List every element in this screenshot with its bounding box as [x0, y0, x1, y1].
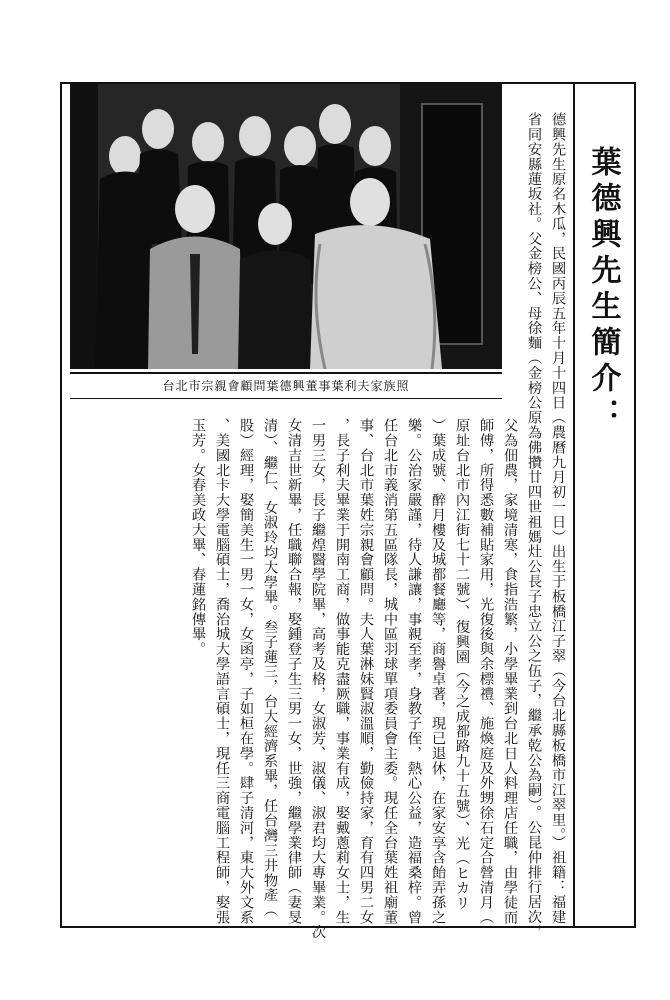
text-column-3: 父為佃農，家境清寒，食指浩繁，小學畢業到台北日人料理店任職，由學徒而	[502, 418, 518, 925]
text-column-2: 省同安縣蓮坂社。父金榜公、母徐麵（金榜公原為佛攢廿四世祖媽灶公長子忠立公之伍子，繼承乾公為嗣）。公昆仲排行居次，	[526, 112, 542, 940]
text-column-15: 、美國北卡大學電腦碩士，喬治城大學語言碩士，現任三商電腦工程師，娶張	[214, 418, 230, 925]
text-column-12: 女清吉世新畢，任職聯合報，娶鍾登子生三男一女，世強，繼學業律師（妻旻	[286, 418, 302, 925]
title-column	[573, 84, 634, 926]
page-title: 葉德興先生簡介：	[585, 146, 621, 434]
text-column-10: ，長子利夫畢業于開南工商，做事能克盡厥職，事業有成，娶戴蔥莉女士，生	[334, 418, 350, 925]
text-column-1: 德興先生原名木瓜，民國丙辰五年十月十四日（農曆九月初一日）出生于板橋江子翠（今台北縣板橋市江翠里。）祖籍：福建	[550, 112, 566, 925]
text-column-6: ）葉成號、醉月樓及城都餐廳等，商譽卓著，現已退休，在家安享含飴弄孫之	[430, 418, 446, 925]
text-column-11: 一男三女，長子繼煌醫學院畢，高考及格，女淑芳、淑儀、淑君均大專畢業。次	[310, 418, 326, 940]
text-column-9: 事、台北市葉姓宗親會顧問。夫人葉淋妹賢淑溫順，勤儉持家，育有四男二女	[358, 418, 374, 925]
text-column-8: 任台北市義消第五區隊長，城中區羽球單項委員會主委。現任全台葉姓祖廟董	[382, 418, 398, 925]
text-column-7: 樂。公治家嚴謹，待人謙讓，事親至孝，身教子侄，熱心公益，造福桑梓。曾	[406, 418, 422, 925]
text-column-16: 玉芳。女春美政大畢、春蓮銘傳畢。	[190, 418, 206, 657]
text-column-5: 原址台北市內江街七十二號）、復興園（今之成都路九十五號）、光（ヒカリ	[454, 418, 470, 911]
family-photo	[70, 84, 502, 369]
photo-caption: 台北市宗親會顧問葉德興董事葉利夫家族照	[70, 372, 502, 398]
text-column-13: 清）、繼仁、女淑玲均大學畢。叁子蓮三，台大經濟系畢，任台灣三井物產（	[262, 418, 278, 918]
family-photo-image	[70, 84, 502, 369]
text-column-4: 師傅，所得悉數補貼家用，光復後與余標禮、施煥庭及外甥徐石定合營清月（	[478, 418, 494, 925]
text-column-14: 股）經理，娶簡美生一男一女，女函亭，子如桓在學。肆子清河，東大外文系	[238, 418, 254, 925]
caption-divider	[70, 398, 502, 399]
